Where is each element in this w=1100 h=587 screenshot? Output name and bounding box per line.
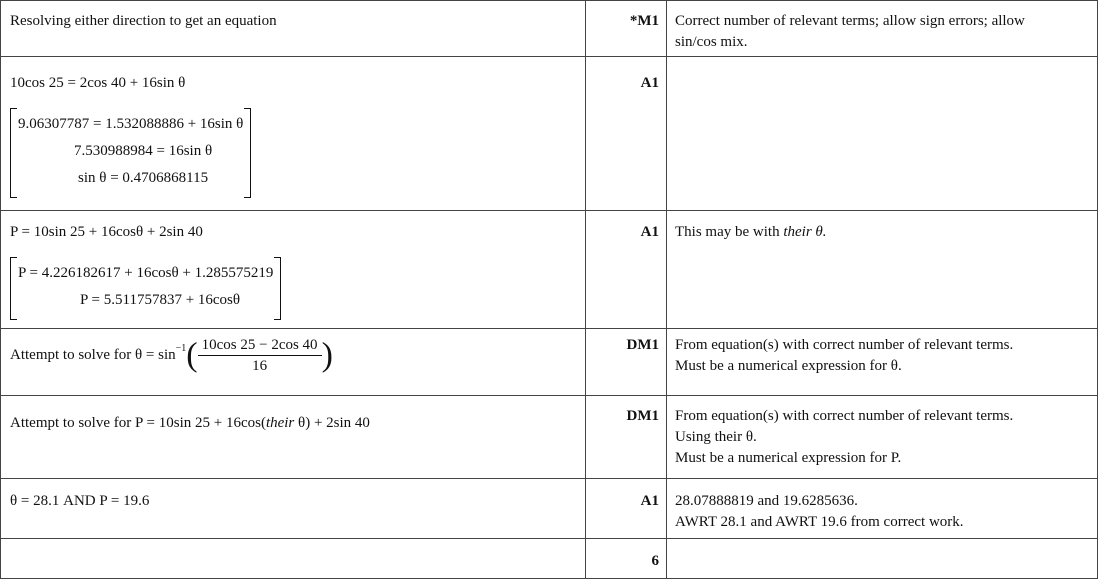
working-cell <box>1 1 586 57</box>
note-line: Correct number of relevant terms; allow sign errors; allow <box>675 13 1025 29</box>
bracketed-working <box>10 257 281 320</box>
mark-label: *M1 <box>629 13 659 29</box>
table-row <box>1 396 1098 479</box>
working-text: Resolving either direction to get an equation <box>10 13 277 29</box>
notes-cell <box>667 539 1098 579</box>
total-row <box>1 539 1098 579</box>
table-row <box>1 1 1098 57</box>
equation: 10cos 25 = 2cos 40 + 16sin θ <box>10 75 186 91</box>
fraction-numerator: 10cos 25 − 2cos 40 <box>198 335 322 356</box>
left-paren: ( <box>186 336 198 374</box>
note-line: From equation(s) with correct number of relevant terms. <box>675 408 1014 424</box>
notes-cell <box>667 479 1098 539</box>
notes-cell <box>667 329 1098 396</box>
bracket-line: P = 5.511757837 + 16cosθ <box>80 292 241 308</box>
equation: P = 10sin 25 + 16cos( <box>134 415 266 431</box>
inverse-superscript: −1 <box>175 342 187 354</box>
mark-label: A1 <box>640 75 659 91</box>
note-line: Must be a numerical expression for θ. <box>675 358 902 374</box>
table-row <box>1 211 1098 329</box>
mark-cell <box>586 57 667 211</box>
mark-label: A1 <box>640 224 659 240</box>
working-text: Attempt to solve for θ = sin <box>10 346 176 363</box>
right-paren: ) <box>321 336 333 374</box>
note-line: From equation(s) with correct number of relevant terms. <box>675 337 1014 353</box>
mark-label: DM1 <box>626 337 659 353</box>
note-text: This may be with <box>675 224 784 240</box>
mark-cell <box>586 1 667 57</box>
working-cell <box>1 479 586 539</box>
working-cell <box>1 211 586 329</box>
bracket-line: 9.06307787 = 1.532088886 + 16sin θ <box>18 116 244 132</box>
total-marks: 6 <box>651 553 659 569</box>
final-answer: θ = 28.1 AND P = 19.6 <box>10 493 150 509</box>
note-line: Using their θ. <box>675 429 757 445</box>
table-row <box>1 57 1098 211</box>
notes-cell <box>667 396 1098 479</box>
mark-cell <box>586 479 667 539</box>
bracketed-working <box>10 108 251 198</box>
equation-end: θ) + 2sin 40 <box>294 415 370 431</box>
note-theta: θ. <box>811 224 827 240</box>
total-cell <box>586 539 667 579</box>
working-their: their <box>265 415 295 431</box>
mark-cell <box>586 211 667 329</box>
notes-cell <box>667 211 1098 329</box>
table-row <box>1 329 1098 396</box>
note-line: Must be a numerical expression for P. <box>675 450 902 466</box>
working-text: Attempt to solve for <box>10 415 135 431</box>
bracket-line: P = 4.226182617 + 16cosθ + 1.285575219 <box>18 265 274 281</box>
mark-label: DM1 <box>626 408 659 424</box>
working-cell <box>1 539 586 579</box>
notes-cell <box>667 1 1098 57</box>
note-line: AWRT 28.1 and AWRT 19.6 from correct work. <box>675 514 964 530</box>
bracket-line: sin θ = 0.4706868115 <box>78 170 209 186</box>
working-cell <box>1 329 586 396</box>
working-cell <box>1 396 586 479</box>
mark-label: A1 <box>640 493 659 509</box>
working-cell <box>1 57 586 211</box>
mark-cell <box>586 396 667 479</box>
note-line: sin/cos mix. <box>675 34 748 50</box>
note-line: 28.07888819 and 19.6285636. <box>675 493 858 509</box>
table-row <box>1 479 1098 539</box>
bracket-line: 7.530988984 = 16sin θ <box>74 143 213 159</box>
mark-cell <box>586 329 667 396</box>
note-their: their <box>783 224 812 240</box>
equation: P = 10sin 25 + 16cosθ + 2sin 40 <box>10 224 203 240</box>
fraction-denominator: 16 <box>252 358 268 374</box>
notes-cell <box>667 57 1098 211</box>
fraction <box>198 335 322 376</box>
